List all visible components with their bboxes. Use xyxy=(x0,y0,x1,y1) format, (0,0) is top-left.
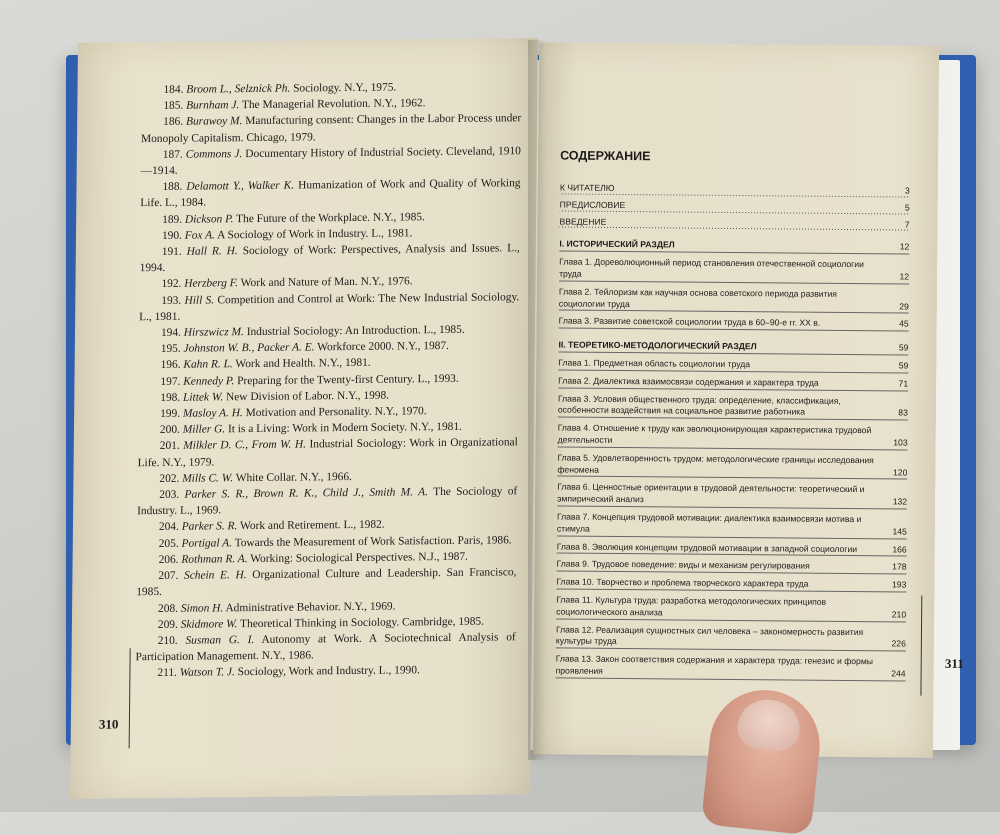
bib-title: Organizational Culture and Leadership. San Francisco, 1985. xyxy=(136,566,517,599)
toc-title: СОДЕРЖАНИЕ xyxy=(560,148,651,164)
toc-entry-title: Глава 3. Развитие советской социологии труда в 60–90-е гг. XX в. xyxy=(558,315,821,329)
page-number-left: 310 xyxy=(98,716,119,732)
toc-entry-title: Глава 10. Творчество и проблема творческого характера труда xyxy=(556,576,809,589)
bib-number: 210. xyxy=(157,634,186,647)
bibliography-item xyxy=(136,564,516,600)
toc-entry-title: Глава 12. Реализация сущностных сил человека – закономерность развития культуры труда xyxy=(555,623,864,647)
toc-entry-title: Глава 6. Ценностные ориентации в трудовой деятельности: теоретический и эмпирический анализ xyxy=(557,481,865,505)
toc-entry-page: 178 xyxy=(892,561,907,572)
bib-title: Humanization of Work and Quality of Working Life. L., 1984. xyxy=(140,177,521,210)
bib-title: Work and Retirement. L., 1982. xyxy=(237,519,385,533)
toc-entry-page: 226 xyxy=(891,638,906,649)
bib-title: Sociology of Work: Perspectives, Analysis and Issues. L., 1994. xyxy=(139,242,520,275)
bibliography-item xyxy=(140,175,520,211)
toc-entry-page: 83 xyxy=(898,407,908,418)
bib-title: Autonomy at Work. A Sociotechnical Analysis of Participation Management. N.Y., 1986. xyxy=(135,631,516,664)
bib-number: 192. xyxy=(161,278,185,291)
toc-chapter xyxy=(559,257,909,285)
bib-title: The Managerial Revolution. N.Y., 1962. xyxy=(239,97,426,112)
toc-entry-page: 3 xyxy=(905,185,910,196)
toc-chapter xyxy=(556,577,906,593)
bib-author: Milkler D. C., From W. H. xyxy=(183,438,307,453)
toc-entry-title: Глава 8. Эволюция концепции трудовой мотивации в западной социологии xyxy=(556,540,858,554)
toc-entry-page: 132 xyxy=(892,496,908,507)
bib-title: Preparing for the Twenty-first Century. L., 1993. xyxy=(234,372,459,387)
bib-author: Dickson P. xyxy=(184,212,234,226)
table-of-contents xyxy=(556,148,911,686)
bib-title: Administrative Behavior. N.Y., 1969. xyxy=(223,600,396,614)
bib-author: Kahn R. L. xyxy=(183,358,233,372)
toc-entry-page: 145 xyxy=(892,526,907,537)
bib-author: Masloy A. H. xyxy=(182,407,243,420)
toc-entry-page: 103 xyxy=(893,437,908,448)
toc-entry-title: Глава 5. Удовлетворенность трудом: методологические границы исследования феномена xyxy=(557,452,874,475)
bibliography-item xyxy=(141,111,521,147)
bibliography-item xyxy=(135,629,515,665)
toc-chapter xyxy=(558,393,908,421)
bib-author: Burnham J. xyxy=(186,99,240,112)
toc-entry-title: Глава 13. Закон соответствия содержания и характера труда: генезис и формы проявления xyxy=(555,653,874,676)
toc-entry-title: ПРЕДИСЛОВИЕ xyxy=(559,199,626,210)
bib-number: 202. xyxy=(159,472,183,485)
toc-chapter xyxy=(558,375,908,391)
margin-rule xyxy=(920,596,922,696)
toc-section xyxy=(558,340,908,356)
bib-number: 200. xyxy=(159,424,183,437)
bib-number: 208. xyxy=(158,602,181,615)
toc-chapter xyxy=(556,654,906,682)
bib-number: 194. xyxy=(160,326,184,340)
bib-author: Miller G. xyxy=(182,423,226,437)
bib-author: Delamott Y., Walker K. xyxy=(186,179,295,193)
bib-number: 204. xyxy=(158,521,182,534)
bib-title: Workforce 2000. N.Y., 1987. xyxy=(314,340,450,354)
toc-entry-title: Глава 1. Дореволюционный период становления отечественной социологии труда xyxy=(559,256,864,279)
bib-title: A Sociology of Work in Industry. L., 1981. xyxy=(214,227,413,242)
bib-author: Susman G. I. xyxy=(185,633,255,647)
toc-front-entry xyxy=(560,199,910,214)
bib-number: 207. xyxy=(158,569,185,583)
bib-number: 199. xyxy=(160,407,183,421)
toc-chapter xyxy=(557,511,907,539)
toc-entry-title: ВВЕДЕНИЕ xyxy=(559,216,607,227)
bib-number: 195. xyxy=(160,342,184,356)
bib-number: 184. xyxy=(163,83,187,96)
bib-title: Industrial Sociology: An Introduction. L., 1985. xyxy=(243,323,465,339)
toc-entry-title: Глава 3. Условия общественного труда: определение, классификация, особенности воздействия на социальное развитие работника xyxy=(557,393,841,417)
bib-number: 188. xyxy=(162,180,187,194)
bibliography-item xyxy=(138,435,518,471)
bib-author: Herzberg F. xyxy=(184,277,239,291)
bib-author: Commons J. xyxy=(185,147,243,161)
bib-author: Hirszwicz M. xyxy=(183,326,244,339)
toc-chapter xyxy=(557,541,907,557)
toc-entry-page: 71 xyxy=(898,378,909,389)
bib-number: 187. xyxy=(162,148,186,161)
bib-title: Industrial Sociology: Work in Organizational Life. N.Y., 1979. xyxy=(137,436,518,469)
bib-number: 193. xyxy=(161,294,185,307)
bib-title: White Collar. N.Y., 1966. xyxy=(233,470,353,485)
toc-chapter xyxy=(557,482,907,510)
toc-front-entry xyxy=(560,182,910,197)
bib-author: Simon H. xyxy=(180,601,224,615)
bib-author: Mills C. W. xyxy=(182,472,234,485)
bib-number: 196. xyxy=(160,359,184,372)
bib-number: 186. xyxy=(163,116,187,129)
toc-entry-title: Глава 9. Трудовое поведение: виды и механизм регулирования xyxy=(556,558,810,571)
bib-title: Working: Sociological Perspectives. N.J., 1987. xyxy=(247,550,469,565)
toc-chapter xyxy=(559,316,909,332)
toc-entry-title: Глава 4. Отношение к труду как эволюционирующая характеристика трудовой деятельности xyxy=(557,422,872,445)
bib-number: 211. xyxy=(157,667,180,680)
toc-chapter xyxy=(559,286,909,314)
bib-title: Documentary History of Industrial Society. Cleveland, 1910—1914. xyxy=(140,144,521,178)
bib-author: Hall R. H. xyxy=(186,245,238,258)
toc-entry-title: Глава 7. Концепция трудовой мотивации: диалектика взаимосвязи мотива и стимула xyxy=(556,511,862,534)
toc-chapter xyxy=(556,594,906,622)
bib-number: 189. xyxy=(162,213,186,226)
bib-author: Fox A. xyxy=(184,229,215,242)
bibliography-list xyxy=(135,78,521,682)
toc-entry-page: 120 xyxy=(892,466,908,478)
toc-entry-page: 45 xyxy=(899,318,909,329)
toc-section xyxy=(559,239,909,255)
bib-number: 190. xyxy=(161,229,185,242)
bib-number: 209. xyxy=(157,618,181,631)
toc-entry-title: Глава 2. Тейлоризм как научная основа советского периода развития социологии труда xyxy=(558,286,838,309)
bib-number: 197. xyxy=(160,375,184,388)
toc-entry-title: Глава 1. Предметная область социологии труда xyxy=(558,357,751,370)
bib-author: Schein E. H. xyxy=(183,569,247,582)
bib-author: Watson T. J. xyxy=(179,666,235,680)
toc-entry-page: 12 xyxy=(899,271,910,282)
bib-number: 201. xyxy=(159,440,184,453)
bib-author: Hill S. xyxy=(184,294,215,307)
bib-author: Kennedy P. xyxy=(183,374,235,388)
right-page xyxy=(533,42,964,757)
bib-title: Sociology, Work and Industry. L., 1990. xyxy=(234,664,420,679)
bib-author: Portigal A. xyxy=(181,536,233,550)
toc-entry-page: 210 xyxy=(891,609,907,620)
bib-author: Burawoy M. xyxy=(185,115,243,129)
page-number-right: 311 xyxy=(944,655,964,671)
toc-entry-title: К ЧИТАТЕЛЮ xyxy=(559,182,615,193)
bib-title: New Division of Labor. N.Y., 1998. xyxy=(223,389,390,404)
margin-rule xyxy=(129,648,131,748)
toc-chapter xyxy=(556,624,906,652)
bibliography-item xyxy=(141,143,521,179)
gutter-shadow xyxy=(528,40,546,760)
bib-number: 206. xyxy=(158,553,182,566)
toc-entry-page: 59 xyxy=(898,342,909,353)
bib-number: 203. xyxy=(159,488,185,502)
bib-title: Manufacturing consent: Changes in the Labor Process under Monopoly Capitalism. Chicago, 1979. xyxy=(140,112,522,145)
toc-entry-page: 193 xyxy=(892,579,907,590)
toc-entry-page: 12 xyxy=(899,241,910,252)
bib-title: Sociology. N.Y., 1975. xyxy=(290,81,397,95)
bib-title: Motivation and Personality. N.Y., 1970. xyxy=(242,405,427,420)
bib-author: Parker S. R. xyxy=(181,520,238,534)
toc-entry-title: Глава 2. Диалектика взаимосвязи содержания и характера труда xyxy=(558,375,819,388)
toc-entry-page: 59 xyxy=(898,360,909,371)
bib-title: It is a Living: Work in Modern Society. N.Y., 1981. xyxy=(225,421,462,436)
bib-title: Work and Health. N.Y., 1981. xyxy=(232,357,371,371)
toc-entry-page: 7 xyxy=(904,219,910,230)
bib-author: Rothman R. A. xyxy=(181,552,248,566)
bib-title: Towards the Measurement of Work Satisfaction. Paris, 1986. xyxy=(231,533,512,549)
bibliography-item xyxy=(140,240,520,276)
left-page xyxy=(70,38,538,799)
bibliography-item xyxy=(135,662,515,682)
bib-author: Johnston W. B., Packer A. E. xyxy=(183,341,315,355)
bib-title: The Sociology of Industry. L., 1969. xyxy=(137,485,518,518)
bib-title: Work and Nature of Man. N.Y., 1976. xyxy=(237,275,413,290)
toc-entry-title: II. ТЕОРЕТИКО-МЕТОДОЛОГИЧЕСКИЙ РАЗДЕЛ xyxy=(558,339,757,352)
toc-front-entry xyxy=(559,216,909,231)
bib-title: Competition and Control at Work: The New Industrial Sociology. L., 1981. xyxy=(139,290,520,324)
toc-entry-title: Глава 11. Культура труда: разработка методологических принципов социологического анализа xyxy=(556,594,827,618)
bib-author: Littek W. xyxy=(183,391,224,404)
toc-chapter xyxy=(556,559,906,575)
toc-chapter xyxy=(558,423,908,451)
bibliography-item xyxy=(139,289,519,325)
bib-number: 198. xyxy=(160,391,184,404)
bib-number: 205. xyxy=(158,537,182,550)
bib-author: Broom L., Selznick Ph. xyxy=(186,82,291,96)
toc-entry-page: 29 xyxy=(899,300,909,312)
bib-number: 191. xyxy=(161,245,187,258)
bib-title: Theoretical Thinking in Sociology. Cambridge, 1985. xyxy=(237,615,485,630)
toc-entry-page: 166 xyxy=(892,543,907,555)
bib-author: Parker S. R., Brown R. K., Child J., Smith M. A. xyxy=(184,486,429,501)
toc-entry-page: 5 xyxy=(904,202,910,213)
toc-entry-title: I. ИСТОРИЧЕСКИЙ РАЗДЕЛ xyxy=(559,238,675,250)
toc-chapter xyxy=(557,452,907,480)
toc-chapter xyxy=(558,357,908,373)
toc-entry-page: 244 xyxy=(891,668,906,679)
bib-author: Skidmore W. xyxy=(180,617,238,631)
bibliography-item xyxy=(137,483,517,519)
bib-number: 185. xyxy=(163,99,187,113)
bib-title: The Future of the Workplace. N.Y., 1985. xyxy=(233,210,425,225)
